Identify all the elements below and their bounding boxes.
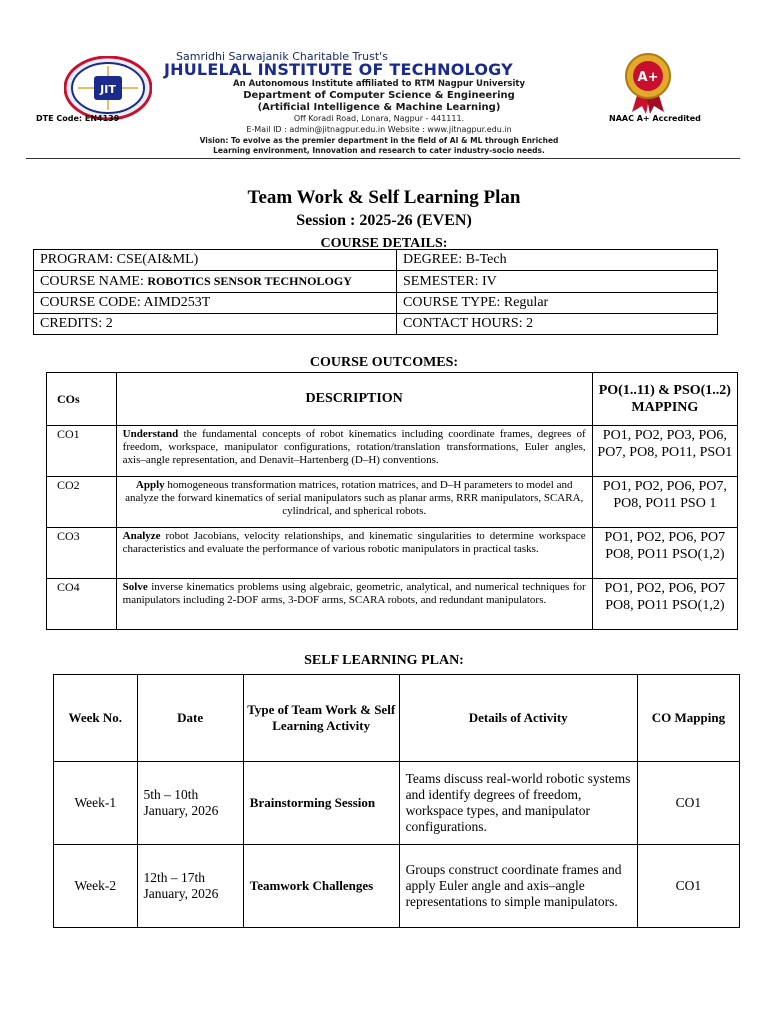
week-cell: Week-2 (54, 845, 138, 928)
session-title: Session : 2025-26 (EVEN) (296, 212, 472, 229)
activity-type-cell: Teamwork Challenges (243, 845, 399, 928)
co-text: inverse kinematics problems using algebraic, geometric, analytical, and numerical techniques for manipulators including 2-DOF arms, 3-DOF arms, SCARA robots, and redundant manipulators. (122, 581, 586, 606)
co-mapping: PO1, PO2, PO6, PO7 PO8, PO11 PSO(1,2) (592, 528, 737, 579)
co-id: CO2 (47, 477, 117, 528)
co-mapping-cell: CO1 (637, 845, 739, 928)
co-header: COs (47, 373, 117, 426)
vision-line-1: Vision: To evolve as the premier department in the field of AI & ML through Enriched (199, 136, 559, 145)
course-details-table (33, 249, 718, 335)
course-name-cell (34, 271, 397, 293)
co-mapping: PO1, PO2, PO3, PO6, PO7, PO8, PO11, PSO1 (592, 426, 737, 477)
vision-line-2: Learning environment, Innovation and research to cater industry-socio needs. (213, 146, 545, 155)
table-row (34, 293, 718, 314)
table-row (47, 477, 738, 528)
self-learning-plan-heading: SELF LEARNING PLAN: (304, 653, 464, 668)
co-text: homogeneous transformation matrices, rotation matrices, and D–H parameters to model and analyze the forward kinematics of serial manipulators such as planar arms, RRR manipulators, SCARA, cylindrical, and spherical robots. (125, 479, 584, 517)
co-text: the fundamental concepts of robot kinematics including coordinate frames, degrees of freedom, workspace, manipulator configurations, rotation/translation transformations, Euler angles, axis–angle representation, and Denavit–Hartenberg (D–H) conventions. (122, 428, 586, 466)
table-row (47, 426, 738, 477)
co-description (116, 426, 592, 477)
co-verb: Understand (122, 428, 179, 440)
co-id: CO1 (47, 426, 117, 477)
naac-accreditation: NAAC A+ Accredited (609, 114, 701, 123)
activity-type-header: Type of Team Work & Self Learning Activity (243, 675, 399, 762)
course-details-heading: COURSE DETAILS: (320, 236, 448, 251)
date-cell: 5th – 10th January, 2026 (137, 762, 243, 845)
co-verb: Solve (122, 581, 148, 593)
co-verb: Analyze (122, 530, 161, 542)
degree-cell: DEGREE: B-Tech (397, 250, 718, 271)
contact-hours-cell: CONTACT HOURS: 2 (397, 314, 718, 335)
logo-text: JIT (100, 83, 116, 96)
activity-details-cell: Teams discuss real-world robotic systems and identify degrees of freedom, workspace types, and manipulator configurations. (399, 762, 637, 845)
address: Off Koradi Road, Lonara, Nagpur - 441111. (293, 114, 465, 123)
co-verb: Apply (135, 479, 165, 491)
program-cell: PROGRAM: CSE(AI&ML) (34, 250, 397, 271)
co-description (116, 528, 592, 579)
table-row (47, 579, 738, 630)
course-name-value: ROBOTICS SENSOR TECHNOLOGY (147, 274, 352, 288)
table-row (47, 528, 738, 579)
semester-cell: SEMESTER: IV (397, 271, 718, 293)
course-outcomes-heading: COURSE OUTCOMES: (309, 355, 459, 370)
table-row (54, 845, 740, 928)
activity-details-cell: Groups construct coordinate frames and apply Euler angle and axis–angle representations to simple manipulators. (399, 845, 637, 928)
document-title: Team Work & Self Learning Plan (247, 187, 521, 208)
self-learning-plan-table (53, 674, 740, 928)
institute-name: JHULELAL INSTITUTE OF TECHNOLOGY (164, 60, 513, 79)
mapping-header: PO(1..11) & PSO(1..2) MAPPING (592, 373, 737, 426)
co-id: CO4 (47, 579, 117, 630)
credits-cell: CREDITS: 2 (34, 314, 397, 335)
course-name-label: COURSE NAME: (40, 274, 148, 289)
affiliation: An Autonomous Institute affiliated to RTM Nagpur University (233, 79, 525, 89)
course-outcomes-table (46, 372, 738, 630)
table-header-row (54, 675, 740, 762)
activity-details-header: Details of Activity (399, 675, 637, 762)
week-cell: Week-1 (54, 762, 138, 845)
co-text: robot Jacobians, velocity relationships, and kinematic singularities to determine workspace characteristics and evaluate the performance of various robotic manipulators in practical tasks. (122, 530, 586, 555)
letterhead (0, 0, 768, 160)
co-mapping-header: CO Mapping (637, 675, 739, 762)
course-code-cell: COURSE CODE: AIMD253T (34, 293, 397, 314)
co-mapping-cell: CO1 (637, 762, 739, 845)
co-description (116, 579, 592, 630)
seal-text: A+ (637, 70, 659, 85)
dte-code: DTE Code: EN4139 (36, 114, 120, 123)
table-row (34, 314, 718, 335)
co-mapping: PO1, PO2, PO6, PO7, PO8, PO11 PSO 1 (592, 477, 737, 528)
co-description (116, 477, 592, 528)
table-row (54, 762, 740, 845)
course-type-cell: COURSE TYPE: Regular (397, 293, 718, 314)
table-header-row (47, 373, 738, 426)
contact-line: E-Mail ID : admin@jitnagpur.edu.in Website : www.jitnagpur.edu.in (246, 125, 512, 134)
week-header: Week No. (54, 675, 138, 762)
department-specialization: (Artificial Intelligence & Machine Learning) (257, 102, 501, 113)
activity-type-cell: Brainstorming Session (243, 762, 399, 845)
co-id: CO3 (47, 528, 117, 579)
table-row (34, 250, 718, 271)
department: Department of Computer Science & Engineering (243, 90, 515, 101)
trust-name: Samridhi Sarwajanik Charitable Trust's (176, 50, 388, 63)
date-cell: 12th – 17th January, 2026 (137, 845, 243, 928)
date-header: Date (137, 675, 243, 762)
header-divider (26, 158, 740, 159)
co-mapping: PO1, PO2, PO6, PO7 PO8, PO11 PSO(1,2) (592, 579, 737, 630)
description-header: DESCRIPTION (116, 373, 592, 426)
table-row (34, 271, 718, 293)
